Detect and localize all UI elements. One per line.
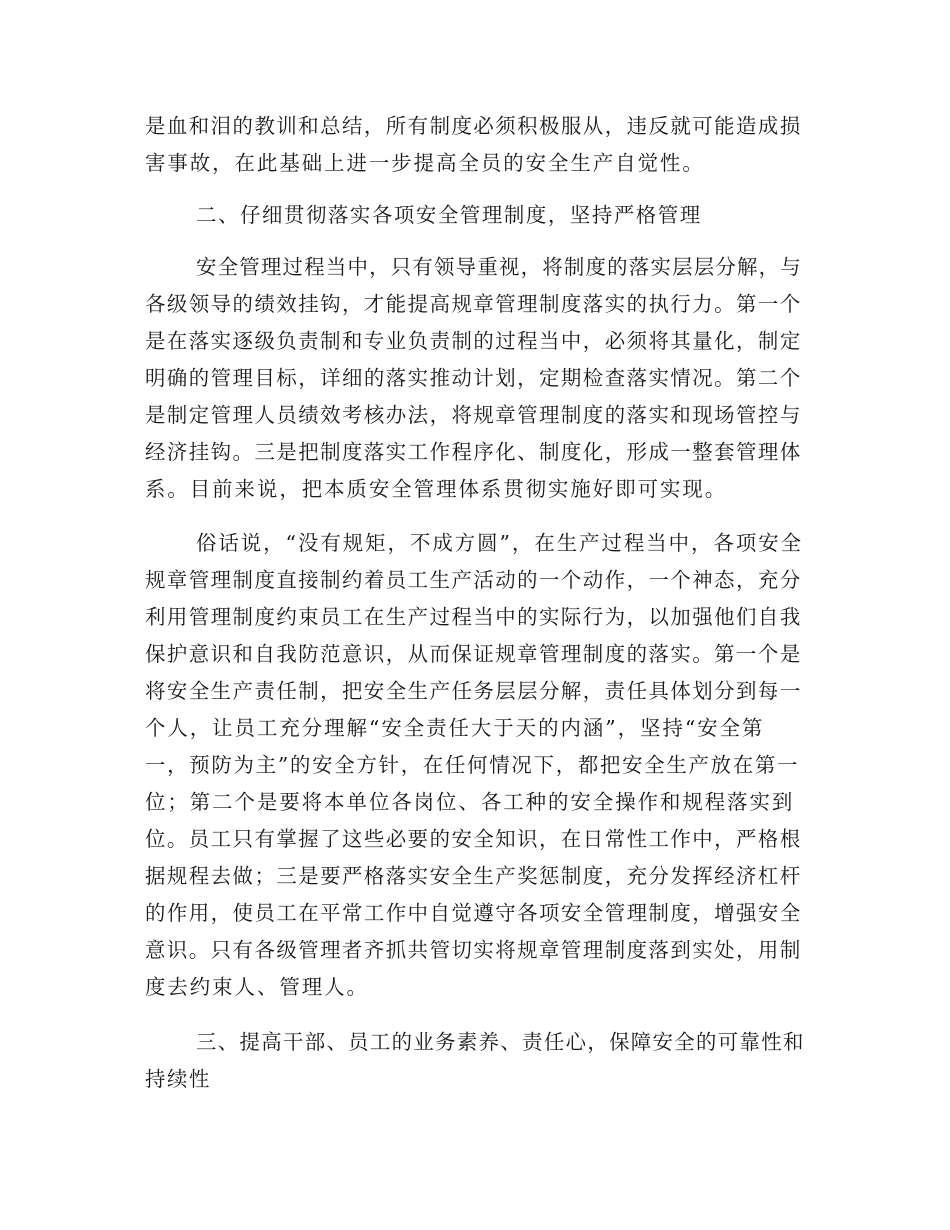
paragraph-1 (145, 249, 805, 508)
text-line: 将安全生产责任制，把安全生产任务层层分解，责任具体划分到每一 (145, 679, 802, 703)
text-line: 意识。只有各级管理者齐抓共管切实将规章管理制度落到实处，用制 (145, 938, 802, 962)
text-line: 各级领导的绩效挂钩，才能提高规章管理制度落实的执行力。第一个 (145, 292, 802, 316)
heading-line: 持续性 (145, 1067, 211, 1091)
text-line: 规章管理制度直接制约着员工生产活动的一个动作，一个神态，充分 (145, 568, 802, 592)
text-line: 保护意识和自我防范意识，从而保证规章管理制度的落实。第一个是 (145, 642, 802, 666)
paragraph-2 (145, 525, 805, 1006)
text-line: 度去约束人、管理人。 (145, 975, 369, 999)
section-heading-2 (145, 197, 805, 234)
section-heading-3 (145, 1024, 805, 1098)
text-line: 经济挂钩。三是把制度落实工作程序化、制度化，形成一整套管理体 (145, 440, 802, 464)
text-line: 系。目前来说，把本质安全管理体系贯彻实施好即可实现。 (145, 477, 728, 501)
text-line: 位。员工只有掌握了这些必要的安全知识，在日常性工作中，严格根 (145, 827, 802, 851)
text-line: 的作用，使员工在平常工作中自觉遵守各项安全管理制度，增强安全 (145, 901, 802, 925)
text-line: 俗话说，“没有规矩，不成方圆”，在生产过程当中，各项安全 (196, 531, 804, 555)
text-line: 据规程去做；三是要严格落实安全生产奖惩制度，充分发挥经济杠杆 (145, 864, 802, 888)
text-line: 一，预防为主”的安全方针，在任何情况下，都把安全生产放在第一 (145, 753, 800, 777)
text-line: 利用管理制度约束员工在生产过程当中的实际行为，以加强他们自我 (145, 605, 802, 629)
text-line: 是在落实逐级负责制和专业负责制的过程当中，必须将其量化，制定 (145, 329, 802, 353)
text-line: 安全管理过程当中，只有领导重视，将制度的落实层层分解，与 (196, 255, 802, 279)
text-line: 害事故，在此基础上进一步提高全员的安全生产自觉性。 (145, 151, 705, 175)
text-line: 是制定管理人员绩效考核办法，将规章管理制度的落实和现场管控与 (145, 403, 802, 427)
text-line: 位；第二个是要将本单位各岗位、各工种的安全操作和规程落实到 (145, 790, 795, 814)
text-line: 是血和泪的教训和总结，所有制度必须积极服从，违反就可能造成损 (145, 114, 802, 138)
heading-line: 三、提高干部、员工的业务素养、责任心，保障安全的可靠性和 (196, 1030, 805, 1054)
continuation-paragraph (145, 108, 805, 182)
text-line: 个人，让员工充分理解“安全责任大于天的内涵”，坚持“安全第 (145, 716, 765, 740)
heading-line: 二、仔细贯彻落实各项安全管理制度，坚持严格管理 (196, 203, 702, 227)
text-line: 明确的管理目标，详细的落实推动计划，定期检查落实情况。第二个 (145, 366, 802, 390)
